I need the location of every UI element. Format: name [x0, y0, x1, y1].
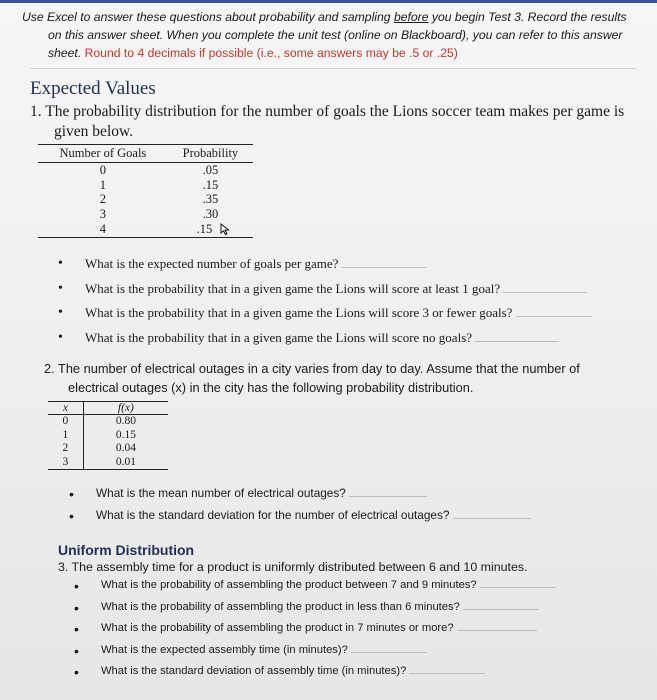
- table-cell: [168, 221, 253, 237]
- table-cell: .35: [202, 192, 219, 206]
- table-cell: 1: [48, 429, 83, 443]
- answer-blank[interactable]: [475, 332, 559, 342]
- list-item: • What is the probability that in a given game the Lions will score no goals?: [85, 330, 592, 355]
- bullet-icon: •: [58, 305, 63, 320]
- question-2-bullets: [69, 486, 531, 530]
- question-1: [30, 102, 630, 142]
- table-cell: 2: [99, 192, 107, 206]
- table-cell: 3: [99, 206, 107, 221]
- table-row: [38, 207, 253, 222]
- bullet-icon: •: [58, 256, 63, 271]
- list-item: • What is the standard deviation of assembly time (in minutes)?: [101, 664, 556, 686]
- table-row: [48, 415, 168, 429]
- list-item: • What is the expected assembly time (in minutes)?: [101, 643, 556, 665]
- divider: [30, 68, 636, 69]
- question-2: [44, 359, 644, 397]
- table-cell: .30: [202, 206, 219, 221]
- goals-probability-table: [38, 144, 253, 238]
- question-2-line-2: electrical outages (x) in the city has the following probability distribution.: [68, 380, 474, 395]
- table-header: f(x): [83, 402, 168, 415]
- answer-blank[interactable]: [342, 258, 426, 268]
- table-row: [48, 442, 168, 456]
- table-cell: 0.01: [83, 456, 168, 470]
- bullet-icon: •: [74, 642, 79, 659]
- table-cell: 0.80: [115, 415, 136, 427]
- answer-blank[interactable]: [453, 509, 531, 519]
- instructions: [22, 8, 632, 62]
- table-cell: 3: [48, 456, 83, 470]
- list-item: • What is the expected number of goals per game?: [85, 256, 592, 281]
- bullet-icon: •: [74, 664, 79, 680]
- bullet-icon: •: [58, 280, 63, 296]
- table-cell: 0: [48, 415, 83, 429]
- list-item: • What is the probability of assembling the product in less than 6 minutes?: [101, 600, 556, 622]
- instructions-before: before: [393, 10, 429, 24]
- question-3: 3. The assembly time for a product is uniformly distributed between 6 and 10 minutes.: [58, 560, 528, 574]
- question-3-bullets: [74, 578, 556, 686]
- table-cell: 2: [48, 442, 83, 456]
- question-1-line-1: 1. The probability distribution for the number of goals the Lions soccer team makes per game is: [30, 103, 625, 120]
- table-row: [38, 221, 253, 237]
- answer-blank[interactable]: [349, 487, 427, 497]
- answer-blank[interactable]: [457, 621, 537, 631]
- section-heading-uniform-distribution: Uniform Distribution: [58, 542, 195, 558]
- list-item: • What is the mean number of electrical outages?: [96, 486, 531, 508]
- table-row: [48, 456, 168, 470]
- table-cell: 0.15: [115, 428, 136, 441]
- instructions-line-2: on this answer sheet. When you complete the unit test (online on Blackboard), you can refer to this answer: [48, 28, 623, 42]
- answer-blank[interactable]: [351, 643, 427, 653]
- answer-blank[interactable]: [463, 600, 539, 610]
- section-heading-expected-values: Expected Values: [30, 78, 156, 99]
- table-row: [38, 178, 253, 193]
- rounding-note: Round to 4 decimals if possible (i.e., some answers may be .5 or .25): [84, 46, 458, 60]
- instructions-line-3a: sheet.: [48, 46, 85, 60]
- bullet-icon: •: [69, 486, 74, 502]
- answer-blank[interactable]: [503, 283, 587, 293]
- instructions-line-1b: you begin Test 3. Record the results: [428, 10, 627, 24]
- table-header: Probability: [168, 145, 253, 163]
- instructions-line-1a: Use Excel to answer these questions about probability and sampling: [22, 10, 394, 24]
- table-cell: 1: [99, 177, 107, 192]
- table-row: [38, 192, 253, 207]
- bullet-icon: •: [74, 578, 79, 594]
- table-cell: 0.04: [115, 442, 136, 454]
- list-item: • What is the probability that in a given game the Lions will score at least 1 goal?: [85, 281, 592, 306]
- table-header: Number of Goals: [38, 145, 168, 163]
- table-row: [48, 429, 168, 443]
- answer-blank[interactable]: [480, 578, 556, 588]
- question-1-bullets: [58, 256, 592, 354]
- table-cell: 0: [99, 163, 107, 177]
- table-cell: 4: [38, 221, 168, 237]
- top-accent-bar: [0, 0, 657, 3]
- list-item: • What is the probability of assembling the product in 7 minutes or more?: [101, 621, 556, 643]
- bullet-icon: •: [69, 508, 74, 524]
- table-row: [38, 163, 253, 178]
- question-1-line-2: given below.: [54, 123, 134, 140]
- table-cell: .15: [202, 177, 219, 192]
- list-item: • What is the probability that in a given game the Lions will score 3 or fewer goals?: [85, 305, 592, 330]
- outages-probability-table: [48, 401, 168, 470]
- bullet-icon: •: [58, 329, 63, 345]
- list-item: • What is the standard deviation for the number of electrical outages?: [96, 508, 531, 530]
- answer-blank[interactable]: [409, 664, 485, 674]
- question-2-line-1: 2. The number of electrical outages in a city varies from day to day. Assume that the number of: [44, 361, 580, 376]
- list-item: • What is the probability of assembling the product between 7 and 9 minutes?: [101, 578, 556, 600]
- answer-blank[interactable]: [516, 307, 592, 317]
- bullet-icon: •: [74, 599, 79, 616]
- table-header: x: [48, 402, 83, 415]
- bullet-icon: •: [74, 621, 79, 637]
- table-cell: .05: [202, 163, 219, 177]
- table-cell-value: .15: [196, 222, 213, 236]
- mouse-cursor-icon: [220, 223, 232, 235]
